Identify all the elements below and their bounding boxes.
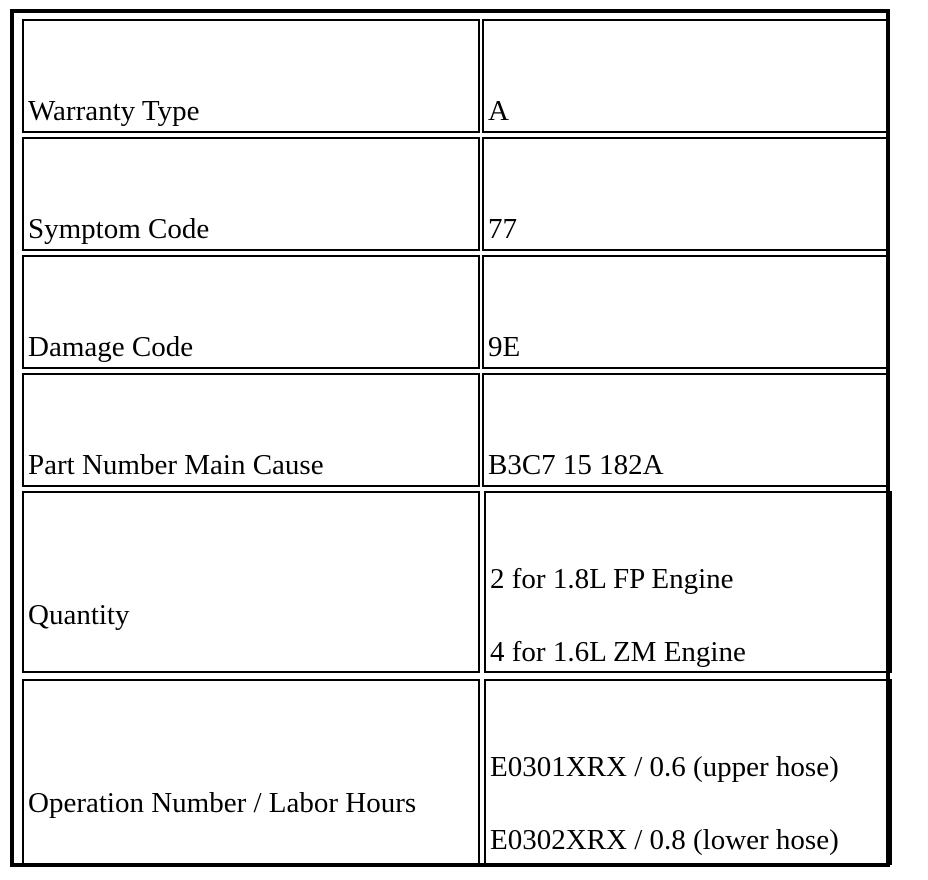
- cell-text: 77: [488, 213, 517, 245]
- row-label-symptom-code: [22, 137, 480, 251]
- row-value-symptom-code: [482, 137, 890, 251]
- cell-text-line-1: E0301XRX / 0.6 (upper hose): [490, 751, 839, 783]
- cell-text: Symptom Code: [28, 213, 210, 245]
- row-value-warranty-type: [482, 19, 890, 133]
- row-value-operation-number: [484, 679, 892, 865]
- cell-text: Part Number Main Cause: [28, 449, 324, 481]
- cell-text: B3C7 15 182A: [488, 449, 664, 481]
- cell-text: Operation Number / Labor Hours: [28, 787, 417, 819]
- cell-text: Quantity: [28, 599, 130, 631]
- cell-text: A: [488, 95, 509, 127]
- row-value-part-number: [482, 373, 890, 487]
- row-value-quantity: [484, 491, 892, 673]
- row-label-part-number: [22, 373, 480, 487]
- row-label-warranty-type: [22, 19, 480, 133]
- row-value-damage-code: [482, 255, 890, 369]
- cell-text-line-1: 2 for 1.8L FP Engine: [490, 563, 734, 595]
- warranty-table: [10, 9, 890, 867]
- cell-text-line-2: E0302XRX / 0.8 (lower hose): [490, 824, 839, 856]
- cell-text-line-2: 4 for 1.6L ZM Engine: [490, 636, 746, 668]
- cell-text: Damage Code: [28, 331, 194, 363]
- row-label-operation-number: [22, 679, 480, 865]
- cell-text: 9E: [488, 331, 521, 363]
- cell-text: Warranty Type: [28, 95, 200, 127]
- row-label-quantity: [22, 491, 480, 673]
- row-label-damage-code: [22, 255, 480, 369]
